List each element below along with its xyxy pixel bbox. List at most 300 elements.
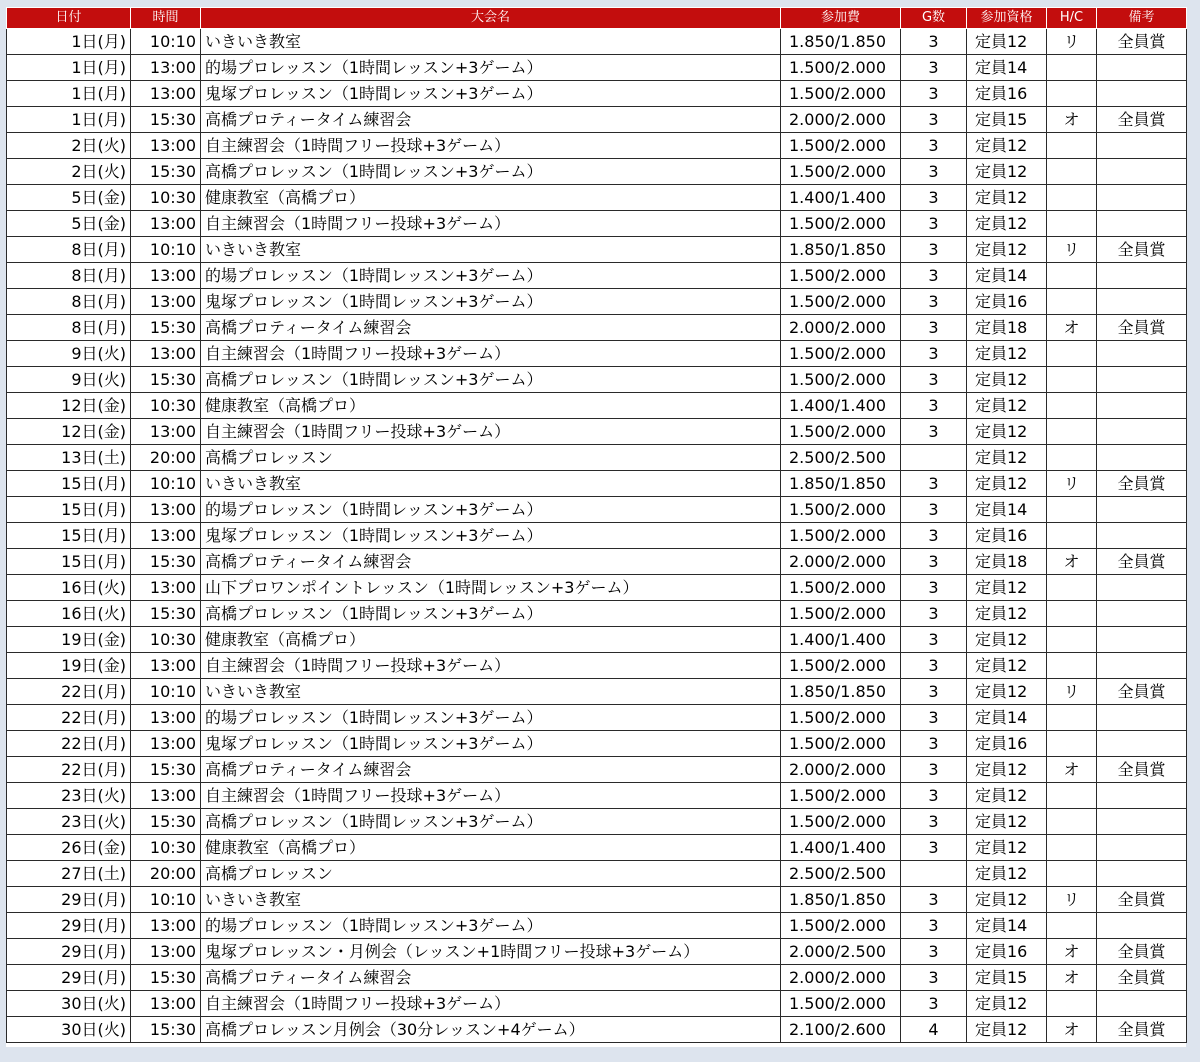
table-row: [7, 185, 1187, 211]
cell-notes: [1097, 159, 1187, 185]
cell-eligibility: 定員18: [967, 315, 1047, 341]
cell-date: 29日(月): [7, 939, 131, 965]
cell-games: 3: [901, 523, 967, 549]
cell-notes: [1097, 575, 1187, 601]
cell-handicap: オ: [1047, 939, 1097, 965]
cell-event-name: 高橋プロレッスン: [201, 861, 781, 887]
table-row: [7, 679, 1187, 705]
cell-date: 19日(金): [7, 653, 131, 679]
cell-games: 3: [901, 679, 967, 705]
cell-fee: 1.500/2.000: [781, 289, 901, 315]
cell-handicap: リ: [1047, 237, 1097, 263]
cell-eligibility: 定員12: [967, 679, 1047, 705]
cell-eligibility: 定員12: [967, 445, 1047, 471]
cell-handicap: [1047, 601, 1097, 627]
cell-fee: 1.500/2.000: [781, 263, 901, 289]
cell-fee: 1.500/2.000: [781, 809, 901, 835]
cell-notes: [1097, 341, 1187, 367]
cell-event-name: 高橋プロレッスン: [201, 445, 781, 471]
cell-fee: 1.500/2.000: [781, 419, 901, 445]
cell-handicap: オ: [1047, 1017, 1097, 1043]
cell-event-name: 自主練習会（1時間フリー投球+3ゲーム）: [201, 991, 781, 1017]
cell-notes: 全員賞: [1097, 1017, 1187, 1043]
cell-event-name: 健康教室（高橋プロ）: [201, 627, 781, 653]
cell-time: 13:00: [131, 575, 201, 601]
cell-time: 13:00: [131, 419, 201, 445]
cell-event-name: 健康教室（高橋プロ）: [201, 835, 781, 861]
header-eligibility: 参加資格: [967, 8, 1047, 29]
cell-fee: 1.850/1.850: [781, 679, 901, 705]
cell-games: [901, 861, 967, 887]
cell-games: 3: [901, 835, 967, 861]
cell-eligibility: 定員16: [967, 523, 1047, 549]
cell-date: 13日(土): [7, 445, 131, 471]
cell-handicap: [1047, 497, 1097, 523]
cell-date: 27日(土): [7, 861, 131, 887]
cell-fee: 1.500/2.000: [781, 523, 901, 549]
table-row: [7, 445, 1187, 471]
cell-handicap: オ: [1047, 757, 1097, 783]
cell-notes: [1097, 367, 1187, 393]
schedule-sheet: [6, 7, 1186, 1047]
cell-time: 13:00: [131, 133, 201, 159]
cell-event-name: 高橋プロレッスン（1時間レッスン+3ゲーム）: [201, 367, 781, 393]
cell-time: 13:00: [131, 211, 201, 237]
table-row: [7, 471, 1187, 497]
cell-eligibility: 定員15: [967, 965, 1047, 991]
cell-eligibility: 定員12: [967, 809, 1047, 835]
table-row: [7, 939, 1187, 965]
cell-date: 15日(月): [7, 471, 131, 497]
header-event-name: 大会名: [201, 8, 781, 29]
cell-time: 10:30: [131, 185, 201, 211]
cell-eligibility: 定員12: [967, 627, 1047, 653]
cell-handicap: [1047, 991, 1097, 1017]
table-row: [7, 211, 1187, 237]
cell-fee: 2.500/2.500: [781, 861, 901, 887]
cell-eligibility: 定員12: [967, 211, 1047, 237]
cell-handicap: [1047, 393, 1097, 419]
cell-fee: 2.100/2.600: [781, 1017, 901, 1043]
cell-fee: 2.000/2.500: [781, 939, 901, 965]
cell-time: 10:10: [131, 471, 201, 497]
cell-fee: 1.500/2.000: [781, 653, 901, 679]
cell-time: 13:00: [131, 913, 201, 939]
cell-games: 3: [901, 289, 967, 315]
cell-eligibility: 定員12: [967, 367, 1047, 393]
cell-handicap: [1047, 731, 1097, 757]
cell-date: 15日(月): [7, 523, 131, 549]
cell-fee: 1.500/2.000: [781, 601, 901, 627]
cell-notes: [1097, 523, 1187, 549]
cell-notes: 全員賞: [1097, 679, 1187, 705]
cell-handicap: リ: [1047, 29, 1097, 55]
cell-notes: [1097, 211, 1187, 237]
cell-event-name: 高橋プロティータイム練習会: [201, 549, 781, 575]
cell-eligibility: 定員12: [967, 887, 1047, 913]
header-time: 時間: [131, 8, 201, 29]
cell-handicap: [1047, 861, 1097, 887]
header-date: 日付: [7, 8, 131, 29]
cell-fee: 1.400/1.400: [781, 627, 901, 653]
cell-eligibility: 定員16: [967, 939, 1047, 965]
cell-notes: [1097, 653, 1187, 679]
cell-notes: [1097, 133, 1187, 159]
cell-date: 5日(金): [7, 211, 131, 237]
cell-eligibility: 定員12: [967, 341, 1047, 367]
cell-games: 3: [901, 315, 967, 341]
cell-fee: 2.000/2.000: [781, 107, 901, 133]
cell-eligibility: 定員12: [967, 991, 1047, 1017]
cell-notes: [1097, 731, 1187, 757]
cell-event-name: いきいき教室: [201, 237, 781, 263]
cell-event-name: 鬼塚プロレッスン（1時間レッスン+3ゲーム）: [201, 81, 781, 107]
table-row: [7, 913, 1187, 939]
cell-date: 1日(月): [7, 107, 131, 133]
cell-notes: [1097, 601, 1187, 627]
cell-date: 23日(火): [7, 783, 131, 809]
cell-fee: 1.850/1.850: [781, 237, 901, 263]
cell-date: 1日(月): [7, 55, 131, 81]
cell-fee: 1.850/1.850: [781, 29, 901, 55]
cell-time: 15:30: [131, 107, 201, 133]
cell-games: 3: [901, 211, 967, 237]
cell-date: 15日(月): [7, 549, 131, 575]
cell-fee: 1.500/2.000: [781, 367, 901, 393]
cell-event-name: 鬼塚プロレッスン・月例会（レッスン+1時間フリー投球+3ゲーム）: [201, 939, 781, 965]
cell-event-name: 的場プロレッスン（1時間レッスン+3ゲーム）: [201, 705, 781, 731]
cell-time: 13:00: [131, 497, 201, 523]
cell-handicap: [1047, 55, 1097, 81]
cell-event-name: 的場プロレッスン（1時間レッスン+3ゲーム）: [201, 497, 781, 523]
table-row: [7, 731, 1187, 757]
cell-handicap: [1047, 81, 1097, 107]
cell-handicap: [1047, 783, 1097, 809]
table-row: [7, 1017, 1187, 1043]
cell-games: 3: [901, 159, 967, 185]
cell-time: 13:00: [131, 653, 201, 679]
table-row: [7, 393, 1187, 419]
cell-notes: 全員賞: [1097, 471, 1187, 497]
cell-fee: 2.000/2.000: [781, 965, 901, 991]
cell-event-name: いきいき教室: [201, 679, 781, 705]
table-row: [7, 497, 1187, 523]
cell-event-name: 自主練習会（1時間フリー投球+3ゲーム）: [201, 653, 781, 679]
cell-time: 13:00: [131, 783, 201, 809]
cell-event-name: 高橋プロティータイム練習会: [201, 965, 781, 991]
cell-games: 3: [901, 185, 967, 211]
cell-games: 3: [901, 549, 967, 575]
cell-date: 29日(月): [7, 965, 131, 991]
cell-date: 12日(金): [7, 393, 131, 419]
cell-notes: 全員賞: [1097, 757, 1187, 783]
cell-fee: 1.500/2.000: [781, 497, 901, 523]
cell-games: 3: [901, 965, 967, 991]
cell-date: 22日(月): [7, 679, 131, 705]
cell-fee: 1.500/2.000: [781, 783, 901, 809]
cell-time: 10:10: [131, 887, 201, 913]
cell-date: 15日(月): [7, 497, 131, 523]
cell-event-name: 健康教室（高橋プロ）: [201, 393, 781, 419]
cell-notes: 全員賞: [1097, 107, 1187, 133]
cell-games: 3: [901, 627, 967, 653]
cell-time: 13:00: [131, 731, 201, 757]
cell-eligibility: 定員12: [967, 653, 1047, 679]
cell-notes: [1097, 497, 1187, 523]
schedule-table: [6, 7, 1187, 1043]
cell-notes: 全員賞: [1097, 965, 1187, 991]
cell-handicap: オ: [1047, 549, 1097, 575]
cell-handicap: [1047, 653, 1097, 679]
cell-fee: 1.500/2.000: [781, 341, 901, 367]
cell-fee: 1.500/2.000: [781, 731, 901, 757]
cell-handicap: [1047, 627, 1097, 653]
cell-notes: 全員賞: [1097, 29, 1187, 55]
cell-time: 15:30: [131, 809, 201, 835]
cell-eligibility: 定員12: [967, 419, 1047, 445]
table-row: [7, 757, 1187, 783]
cell-eligibility: 定員12: [967, 393, 1047, 419]
header-handicap: H/C: [1047, 8, 1097, 29]
header-fee: 参加費: [781, 8, 901, 29]
cell-date: 22日(月): [7, 731, 131, 757]
cell-games: 3: [901, 107, 967, 133]
cell-time: 13:00: [131, 55, 201, 81]
cell-time: 15:30: [131, 159, 201, 185]
table-row: [7, 263, 1187, 289]
header-games: G数: [901, 8, 967, 29]
cell-games: 3: [901, 913, 967, 939]
cell-notes: [1097, 263, 1187, 289]
cell-notes: 全員賞: [1097, 237, 1187, 263]
cell-time: 15:30: [131, 757, 201, 783]
cell-handicap: オ: [1047, 315, 1097, 341]
cell-date: 19日(金): [7, 627, 131, 653]
cell-handicap: リ: [1047, 679, 1097, 705]
cell-event-name: 鬼塚プロレッスン（1時間レッスン+3ゲーム）: [201, 523, 781, 549]
cell-games: 3: [901, 575, 967, 601]
cell-event-name: 自主練習会（1時間フリー投球+3ゲーム）: [201, 419, 781, 445]
cell-notes: [1097, 783, 1187, 809]
table-row: [7, 835, 1187, 861]
cell-handicap: [1047, 185, 1097, 211]
cell-eligibility: 定員14: [967, 705, 1047, 731]
cell-event-name: 高橋プロティータイム練習会: [201, 757, 781, 783]
cell-event-name: いきいき教室: [201, 29, 781, 55]
cell-event-name: 山下プロワンポイントレッスン（1時間レッスン+3ゲーム）: [201, 575, 781, 601]
table-row: [7, 523, 1187, 549]
cell-time: 10:30: [131, 627, 201, 653]
cell-handicap: [1047, 445, 1097, 471]
cell-notes: 全員賞: [1097, 939, 1187, 965]
cell-eligibility: 定員14: [967, 497, 1047, 523]
cell-games: 3: [901, 341, 967, 367]
cell-games: 3: [901, 133, 967, 159]
cell-eligibility: 定員12: [967, 575, 1047, 601]
cell-games: 3: [901, 55, 967, 81]
cell-eligibility: 定員16: [967, 731, 1047, 757]
cell-time: 15:30: [131, 367, 201, 393]
cell-date: 1日(月): [7, 81, 131, 107]
cell-time: 13:00: [131, 81, 201, 107]
cell-event-name: 健康教室（高橋プロ）: [201, 185, 781, 211]
cell-time: 13:00: [131, 939, 201, 965]
cell-time: 20:00: [131, 861, 201, 887]
cell-notes: [1097, 991, 1187, 1017]
cell-eligibility: 定員12: [967, 861, 1047, 887]
table-row: [7, 81, 1187, 107]
cell-handicap: [1047, 341, 1097, 367]
cell-event-name: 鬼塚プロレッスン（1時間レッスン+3ゲーム）: [201, 289, 781, 315]
table-row: [7, 575, 1187, 601]
cell-games: 4: [901, 1017, 967, 1043]
cell-event-name: いきいき教室: [201, 471, 781, 497]
cell-handicap: [1047, 289, 1097, 315]
cell-date: 8日(月): [7, 289, 131, 315]
cell-notes: 全員賞: [1097, 549, 1187, 575]
cell-date: 1日(月): [7, 29, 131, 55]
cell-handicap: [1047, 835, 1097, 861]
cell-notes: [1097, 81, 1187, 107]
cell-fee: 1.500/2.000: [781, 913, 901, 939]
cell-event-name: 的場プロレッスン（1時間レッスン+3ゲーム）: [201, 913, 781, 939]
cell-eligibility: 定員14: [967, 913, 1047, 939]
cell-notes: 全員賞: [1097, 315, 1187, 341]
cell-notes: [1097, 445, 1187, 471]
table-row: [7, 315, 1187, 341]
cell-games: 3: [901, 471, 967, 497]
table-row: [7, 341, 1187, 367]
cell-event-name: いきいき教室: [201, 887, 781, 913]
cell-eligibility: 定員12: [967, 133, 1047, 159]
cell-event-name: 自主練習会（1時間フリー投球+3ゲーム）: [201, 341, 781, 367]
cell-fee: 1.500/2.000: [781, 159, 901, 185]
cell-date: 8日(月): [7, 263, 131, 289]
cell-fee: 2.000/2.000: [781, 757, 901, 783]
table-row: [7, 783, 1187, 809]
cell-eligibility: 定員18: [967, 549, 1047, 575]
cell-notes: [1097, 861, 1187, 887]
cell-date: 2日(火): [7, 159, 131, 185]
cell-date: 8日(月): [7, 315, 131, 341]
cell-eligibility: 定員12: [967, 835, 1047, 861]
table-row: [7, 237, 1187, 263]
cell-event-name: 自主練習会（1時間フリー投球+3ゲーム）: [201, 783, 781, 809]
table-row: [7, 367, 1187, 393]
cell-fee: 2.000/2.000: [781, 315, 901, 341]
cell-eligibility: 定員16: [967, 289, 1047, 315]
cell-date: 22日(月): [7, 757, 131, 783]
cell-notes: 全員賞: [1097, 887, 1187, 913]
table-row: [7, 289, 1187, 315]
cell-date: 9日(火): [7, 341, 131, 367]
cell-fee: 2.500/2.500: [781, 445, 901, 471]
table-row: [7, 29, 1187, 55]
table-row: [7, 549, 1187, 575]
table-row: [7, 419, 1187, 445]
cell-eligibility: 定員12: [967, 783, 1047, 809]
cell-date: 2日(火): [7, 133, 131, 159]
cell-games: 3: [901, 237, 967, 263]
cell-event-name: 的場プロレッスン（1時間レッスン+3ゲーム）: [201, 263, 781, 289]
table-row: [7, 107, 1187, 133]
cell-time: 15:30: [131, 965, 201, 991]
cell-notes: [1097, 419, 1187, 445]
cell-games: 3: [901, 263, 967, 289]
cell-notes: [1097, 289, 1187, 315]
cell-time: 10:10: [131, 237, 201, 263]
cell-eligibility: 定員12: [967, 185, 1047, 211]
cell-date: 22日(月): [7, 705, 131, 731]
cell-event-name: 的場プロレッスン（1時間レッスン+3ゲーム）: [201, 55, 781, 81]
cell-handicap: [1047, 809, 1097, 835]
cell-date: 23日(火): [7, 809, 131, 835]
cell-date: 29日(月): [7, 913, 131, 939]
cell-event-name: 高橋プロレッスン（1時間レッスン+3ゲーム）: [201, 809, 781, 835]
cell-eligibility: 定員12: [967, 757, 1047, 783]
cell-games: 3: [901, 887, 967, 913]
cell-notes: [1097, 913, 1187, 939]
cell-fee: 1.500/2.000: [781, 211, 901, 237]
cell-fee: 2.000/2.000: [781, 549, 901, 575]
cell-fee: 1.500/2.000: [781, 991, 901, 1017]
cell-handicap: リ: [1047, 471, 1097, 497]
cell-date: 30日(火): [7, 991, 131, 1017]
table-row: [7, 627, 1187, 653]
cell-handicap: [1047, 523, 1097, 549]
cell-games: 3: [901, 705, 967, 731]
table-row: [7, 159, 1187, 185]
cell-event-name: 自主練習会（1時間フリー投球+3ゲーム）: [201, 133, 781, 159]
table-row: [7, 809, 1187, 835]
cell-event-name: 高橋プロレッスン（1時間レッスン+3ゲーム）: [201, 601, 781, 627]
cell-notes: [1097, 393, 1187, 419]
cell-eligibility: 定員14: [967, 55, 1047, 81]
cell-event-name: 高橋プロレッスン（1時間レッスン+3ゲーム）: [201, 159, 781, 185]
cell-fee: 1.500/2.000: [781, 133, 901, 159]
cell-date: 30日(火): [7, 1017, 131, 1043]
cell-time: 15:30: [131, 601, 201, 627]
cell-event-name: 高橋プロレッスン月例会（30分レッスン+4ゲーム）: [201, 1017, 781, 1043]
table-row: [7, 653, 1187, 679]
table-row: [7, 965, 1187, 991]
cell-fee: 1.500/2.000: [781, 81, 901, 107]
table-row: [7, 861, 1187, 887]
cell-event-name: 自主練習会（1時間フリー投球+3ゲーム）: [201, 211, 781, 237]
cell-games: 3: [901, 419, 967, 445]
cell-date: 16日(火): [7, 575, 131, 601]
cell-time: 20:00: [131, 445, 201, 471]
cell-time: 13:00: [131, 523, 201, 549]
cell-time: 13:00: [131, 705, 201, 731]
cell-handicap: [1047, 211, 1097, 237]
cell-notes: [1097, 809, 1187, 835]
cell-handicap: [1047, 263, 1097, 289]
cell-eligibility: 定員12: [967, 601, 1047, 627]
cell-fee: 1.850/1.850: [781, 887, 901, 913]
cell-eligibility: 定員12: [967, 159, 1047, 185]
cell-eligibility: 定員12: [967, 471, 1047, 497]
cell-date: 8日(月): [7, 237, 131, 263]
cell-handicap: オ: [1047, 107, 1097, 133]
cell-notes: [1097, 627, 1187, 653]
cell-event-name: 鬼塚プロレッスン（1時間レッスン+3ゲーム）: [201, 731, 781, 757]
cell-fee: 1.500/2.000: [781, 575, 901, 601]
cell-handicap: [1047, 705, 1097, 731]
cell-fee: 1.500/2.000: [781, 55, 901, 81]
cell-date: 12日(金): [7, 419, 131, 445]
cell-eligibility: 定員12: [967, 1017, 1047, 1043]
